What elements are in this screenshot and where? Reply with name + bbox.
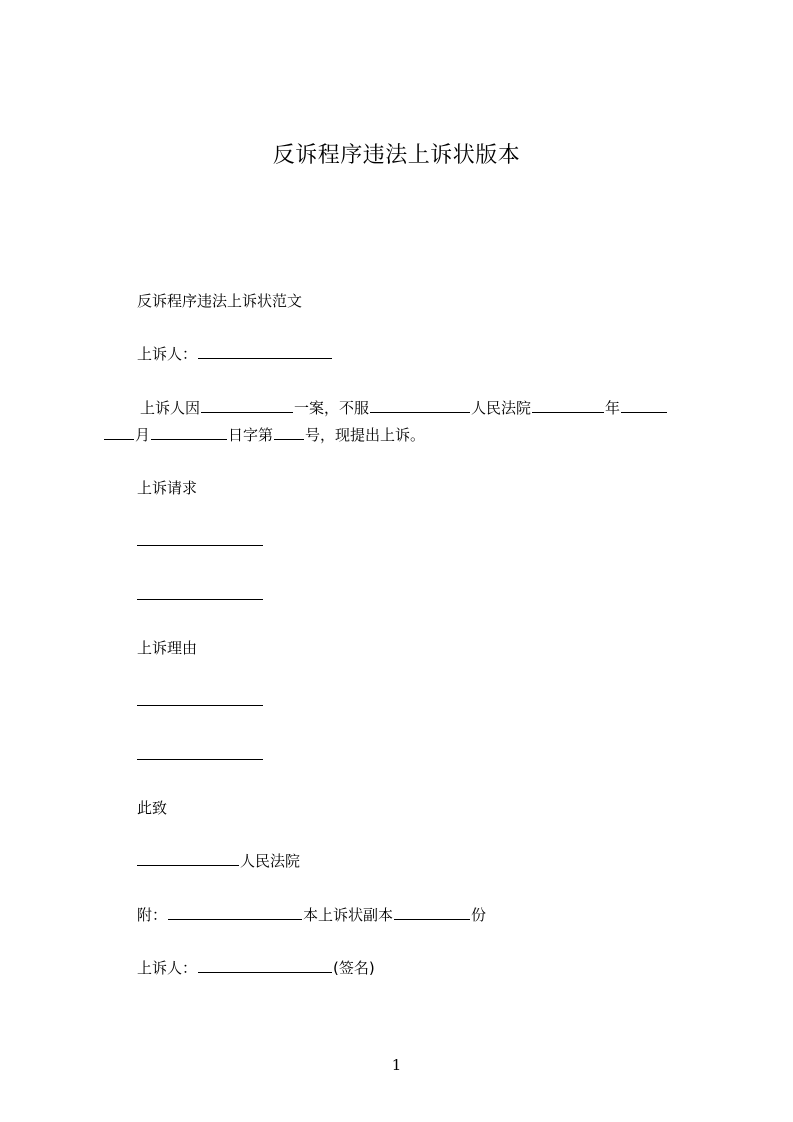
- month-blank-part1: [621, 397, 667, 413]
- appellant-line: [137, 343, 333, 365]
- request-line-2: [137, 584, 263, 606]
- copies-blank: [394, 904, 470, 920]
- signature-line: [137, 957, 375, 979]
- month-blank-part2: [104, 424, 134, 440]
- reason-blank-2: [137, 744, 263, 760]
- page-number: 1: [391, 1056, 402, 1074]
- reason-heading: 上诉理由: [137, 639, 198, 657]
- court-blank: [137, 850, 239, 866]
- case-text-1: 上诉人因: [140, 399, 201, 417]
- case-text-3: 人民法院: [471, 399, 532, 417]
- case-text-7: 号，现提出上诉。: [305, 426, 426, 444]
- request-blank-2: [137, 584, 263, 600]
- attachment-line: [137, 904, 486, 926]
- attachment-prefix: 附：: [137, 906, 168, 924]
- request-blank-1: [137, 530, 263, 546]
- attachment-suffix: 份: [471, 906, 487, 924]
- signature-blank: [198, 957, 332, 973]
- attachment-middle: 本上诉状副本: [303, 906, 394, 924]
- number-blank: [274, 424, 304, 440]
- signature-suffix: (签名): [333, 959, 375, 977]
- case-text-6: 日字第: [228, 426, 274, 444]
- reason-line-2: [137, 744, 263, 766]
- court-name-blank: [370, 397, 470, 413]
- court-suffix: 人民法院: [240, 852, 301, 870]
- reason-line-1: [137, 690, 263, 712]
- appellant-name-blank: [198, 343, 332, 359]
- case-paragraph-line2: [104, 424, 425, 446]
- attachment-count-blank: [168, 904, 302, 920]
- case-text-2: 一案，不服: [294, 399, 370, 417]
- court-line: [137, 850, 300, 872]
- year-blank: [532, 397, 604, 413]
- document-title: 反诉程序违法上诉状版本: [272, 143, 521, 168]
- document-subtitle: 反诉程序违法上诉状范文: [137, 292, 303, 310]
- signature-label: 上诉人：: [137, 959, 198, 977]
- case-paragraph-line1: [140, 397, 668, 419]
- day-blank: [151, 424, 227, 440]
- closing-salutation: 此致: [137, 799, 168, 817]
- case-text-4: 年: [605, 399, 621, 417]
- request-line-1: [137, 530, 263, 552]
- case-name-blank: [201, 397, 293, 413]
- case-text-5: 月: [135, 426, 151, 444]
- reason-blank-1: [137, 690, 263, 706]
- appellant-label: 上诉人：: [137, 345, 198, 363]
- request-heading: 上诉请求: [137, 479, 198, 497]
